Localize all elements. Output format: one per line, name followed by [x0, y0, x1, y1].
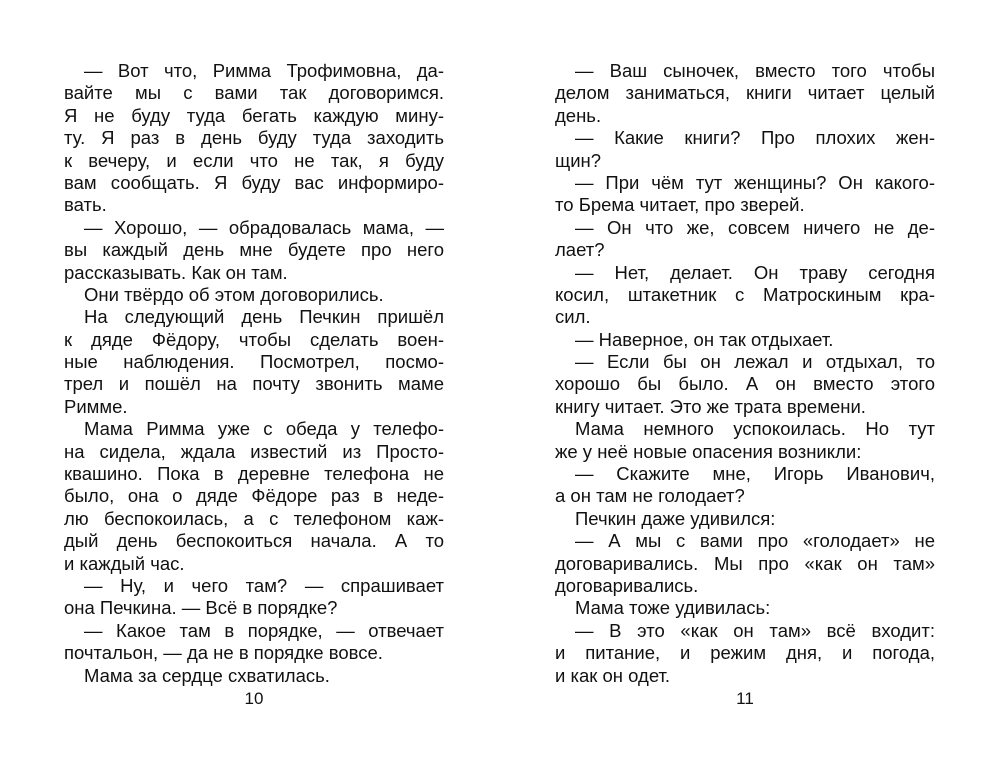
text-line: дый день беспокоиться начала. А то	[64, 530, 444, 552]
text-line: Печкин даже удивился:	[575, 507, 776, 529]
text-line: — Хорошо, — обрадовалась мама, —	[84, 216, 444, 238]
text-line: квашино. Пока в деревне телефона не	[64, 463, 444, 485]
text-line: вы каждый день мне будете про него	[64, 239, 444, 261]
page-number-left: 10	[244, 689, 264, 708]
text-line: хорошо бы было. А он вместо этого	[555, 373, 935, 395]
text-line: к дяде Фёдору, чтобы сделать воен-	[64, 328, 444, 350]
text-line: трел и пошёл на почту звонить маме	[64, 373, 444, 395]
text-line: день.	[555, 104, 602, 126]
text-line: Мама немного успокоилась. Но тут	[575, 418, 935, 440]
text-line: — При чём тут женщины? Он какого-	[575, 171, 935, 193]
text-line: — Наверное, он так отдыхает.	[575, 328, 834, 350]
text-line: — Скажите мне, Игорь Иванович,	[575, 463, 935, 485]
text-line: — Ваш сыночек, вместо того чтобы	[575, 60, 935, 81]
text-line: Они твёрдо об этом договорились.	[84, 283, 384, 305]
text-line: почтальон, — да не в порядке вовсе.	[64, 642, 383, 664]
text-line: вайте мы с вами так договоримся.	[64, 82, 444, 104]
text-line: на сидела, ждала известий из Просто-	[64, 440, 444, 462]
text-line: — Какое там в порядке, — отвечает	[84, 619, 444, 641]
text-line: делом заниматься, книги читает целый	[555, 82, 935, 104]
text-line: — Вот что, Римма Трофимовна, да-	[84, 60, 444, 81]
text-line: вам сообщать. Я буду вас информиро-	[64, 171, 444, 193]
text-line: вать.	[64, 194, 107, 216]
text-line: рассказывать. Как он там.	[64, 261, 288, 283]
text-line: — Какие книги? Про плохих жен-	[575, 127, 935, 149]
text-line: Мама тоже удивилась:	[575, 597, 771, 619]
text-line: она Печкина. — Всё в порядке?	[64, 597, 338, 619]
text-line: — Нет, делает. Он траву сегодня	[575, 261, 935, 283]
text-line: было, она о дяде Фёдоре раз в неде-	[64, 485, 444, 507]
text-line: и как он одет.	[555, 664, 671, 686]
text-line: договаривались.	[555, 574, 699, 596]
text-line: лает?	[555, 239, 605, 261]
right-page-text	[555, 60, 935, 687]
text-line: — Если бы он лежал и отдыхал, то	[575, 351, 935, 373]
text-line: Римме.	[64, 395, 128, 417]
text-line: — Он что же, совсем ничего не де-	[575, 216, 935, 238]
text-line: ту. Я раз в день буду туда заходить	[64, 127, 444, 149]
text-line: щин?	[555, 149, 602, 171]
text-line: договаривались. Мы про «как он там»	[555, 552, 935, 574]
text-line: — Ну, и чего там? — спрашивает	[84, 574, 444, 596]
text-line: — В это «как он там» всё входит:	[575, 619, 935, 641]
text-line: сил.	[555, 306, 591, 328]
text-line: ные наблюдения. Посмотрел, посмо-	[64, 351, 444, 373]
text-line: Мама Римма уже с обеда у телефо-	[84, 418, 444, 440]
text-line: и каждый час.	[64, 552, 185, 574]
text-line: На следующий день Печкин пришёл	[84, 306, 444, 328]
text-line: книгу читает. Это же трата времени.	[555, 395, 866, 417]
text-line: к вечеру, и если что не так, я буду	[64, 149, 444, 171]
text-line: а он там не голодает?	[555, 485, 745, 507]
text-line: — А мы с вами про «голодает» не	[575, 530, 935, 552]
left-page-text	[64, 60, 444, 687]
text-line: же у неё новые опасения возникли:	[555, 440, 862, 462]
text-line: Мама за сердце схватилась.	[84, 664, 330, 686]
text-line: то Брема читает, про зверей.	[555, 194, 805, 216]
text-line: лю беспокоилась, а с телефоном каж-	[64, 507, 444, 529]
page-number-right: 11	[736, 689, 754, 708]
text-line: и питание, и режим дня, и погода,	[555, 642, 935, 664]
text-line: Я не буду туда бегать каждую мину-	[64, 104, 444, 126]
text-line: косил, штакетник с Матроскиным кра-	[555, 283, 935, 305]
